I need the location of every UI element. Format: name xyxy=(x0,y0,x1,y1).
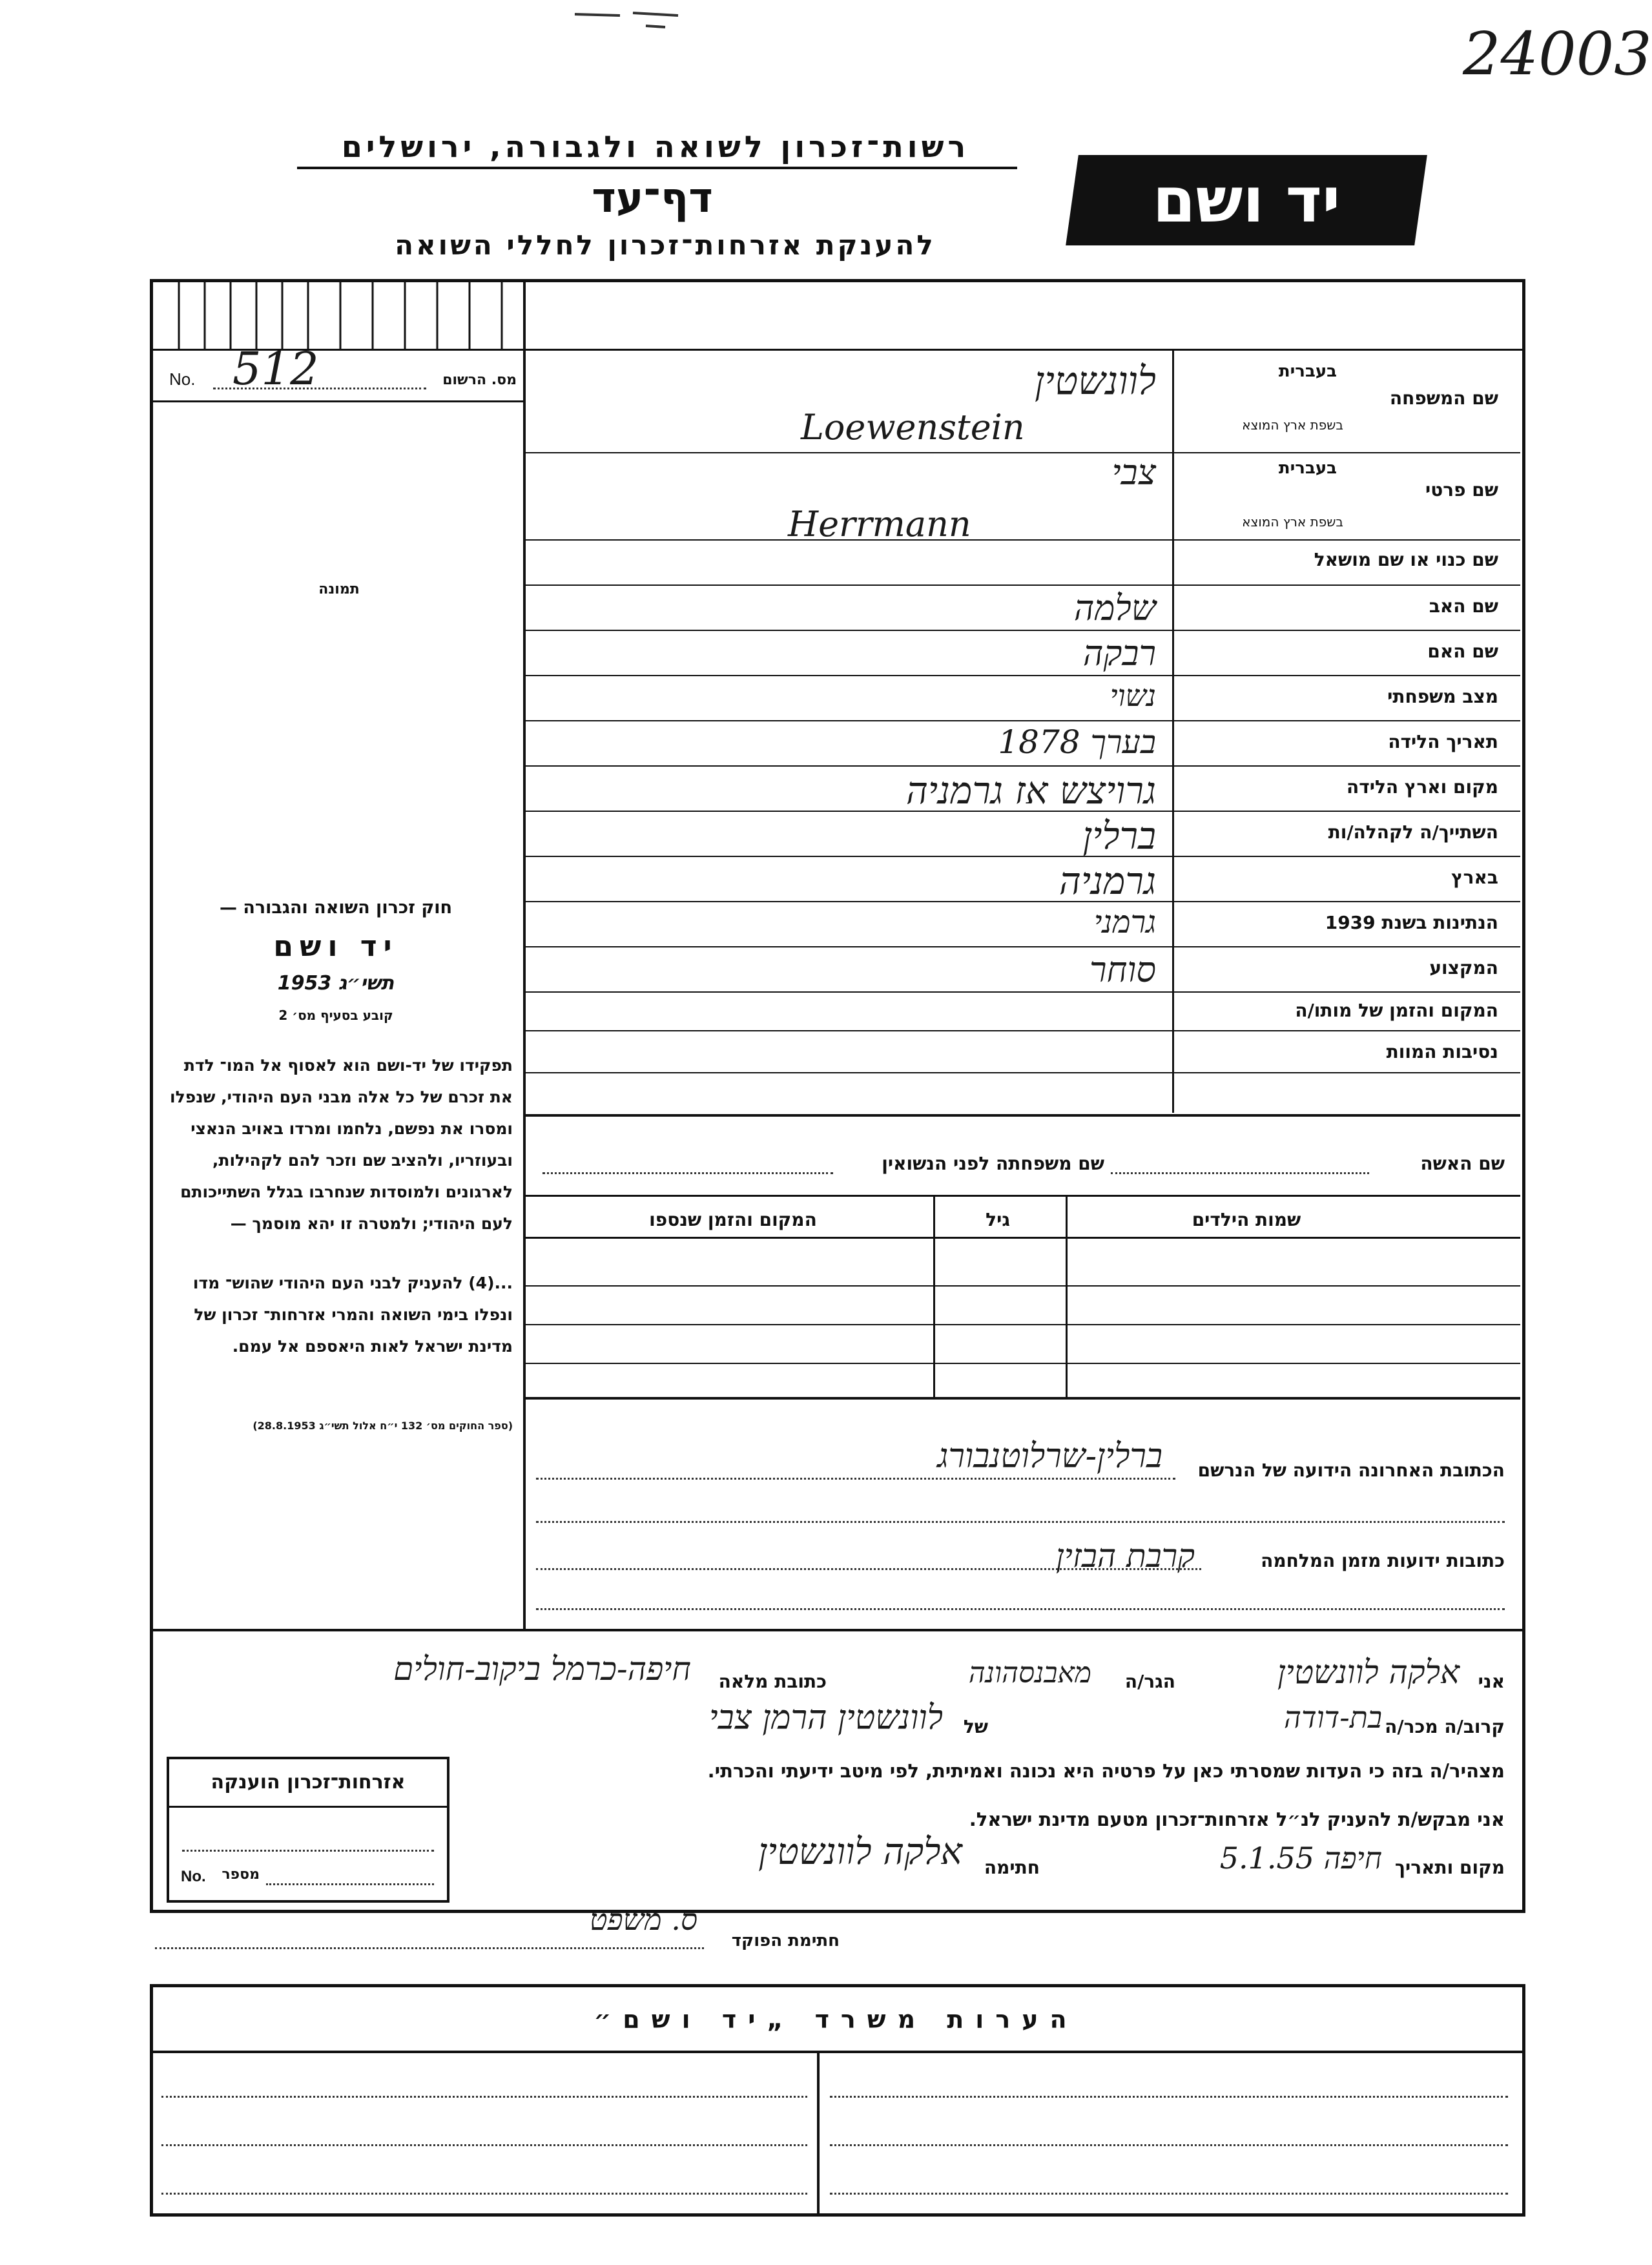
declarant-residing-value: מאבנסהונה xyxy=(968,1657,1091,1690)
authority-heading: רשות־זכרון לשואה ולגבורה, ירושלים xyxy=(341,129,970,164)
father-value: שלמה xyxy=(1073,588,1156,628)
death-place-time-label: המקום והזמן של מותו/ה xyxy=(1295,1000,1498,1021)
citizenship-box-number-dots xyxy=(266,1883,434,1885)
family-name-origin: Loewenstein xyxy=(801,407,1025,448)
declarant-residing-label: הגר/ה xyxy=(1124,1671,1175,1692)
family-name-label: שם המשפחה xyxy=(1389,388,1498,409)
children-row-line xyxy=(526,1363,1520,1364)
first-name-origin-sublabel: בשפת ארץ המוצא xyxy=(1242,514,1343,530)
wartime-extra-dots xyxy=(536,1608,1505,1610)
citizenship-1939-label: הנתינות בשנת 1939 xyxy=(1325,912,1498,933)
law-citation: (ספר החוקים מס׳ 132 י״ח אלול תשי״ג 28.8.1953) xyxy=(253,1420,513,1432)
relative-label: קרוב/ה מכר/ה xyxy=(1385,1716,1505,1737)
birth-place-value: גרויצש אז גרמניה xyxy=(905,769,1156,812)
mother-label: שם האם xyxy=(1427,641,1498,662)
row-line xyxy=(526,720,1520,721)
law-clause: ...(4) להעניק לבני העם היהודי שהוש־ מדו ונפלו בימי השואה והמרי אזרחות־ זכרון של מדינת ישראל לאות היאספם אל עמם. xyxy=(192,1274,513,1356)
declarant-full-address-value: חיפה-כרמל ביקוב-חולים xyxy=(393,1650,691,1688)
yad-vashem-logo xyxy=(1066,155,1427,245)
citizenship-box-no-label: No. xyxy=(181,1868,206,1885)
registration-number: 512 xyxy=(232,342,319,395)
spouse-label: שם האשה xyxy=(1420,1153,1505,1174)
birth-date-value: בערך 1878 xyxy=(998,723,1156,761)
children-row-line xyxy=(526,1324,1520,1325)
address-section-bottom xyxy=(150,1629,1522,1631)
children-names-header: שמות הילדים xyxy=(1192,1209,1301,1230)
registration-label: מס. הרשום xyxy=(442,372,517,388)
row-line xyxy=(526,1030,1520,1031)
law-section: קובע בסעיף מס׳ 2 xyxy=(278,1008,393,1023)
office-remarks-title: הערות משרד „יד ושם״ xyxy=(594,2005,1079,2034)
of-value: לוונשטין הרמן צבי xyxy=(708,1699,943,1737)
community-label: השתייך/ה לקהלה/ות xyxy=(1328,822,1498,843)
declaration-statement: מצהיר/ה בזה כי העדות שמסרתי כאן על פרטיה היא נכונה ואמיתית, לפי מיטב ידיעתי והכרתי. xyxy=(707,1760,1505,1782)
law-year: תשי״ג 1953 xyxy=(277,972,395,995)
label-column-divider xyxy=(1172,351,1174,1113)
row-line xyxy=(526,991,1520,993)
declarant-full-address-label: כתובת מלאה xyxy=(718,1671,827,1692)
children-header-line xyxy=(526,1237,1520,1239)
officer-signature-dots xyxy=(155,1947,704,1949)
law-name: יד ושם xyxy=(273,930,398,963)
top-strip-line xyxy=(150,349,1522,351)
row-line xyxy=(526,946,1520,947)
top-mark xyxy=(568,6,691,32)
spouse-line xyxy=(526,1195,1520,1197)
declaration-request: אני מבקש/ת להעניק לנ״ל אזרחות־זכרון מטעם מדינת ישראל. xyxy=(969,1808,1505,1830)
children-col-divider xyxy=(933,1197,935,1397)
spouse-dots xyxy=(1111,1172,1369,1174)
first-name-origin: Herrmann xyxy=(788,504,971,544)
law-title: חוק זכרון השואה והגבורה — xyxy=(219,898,453,918)
declarant-i-label: אני xyxy=(1478,1671,1505,1692)
wartime-address-label: כתובות ידועות מזמן המלחמה xyxy=(1261,1550,1505,1571)
officer-signature-label: חתימת הפוקד xyxy=(731,1931,840,1950)
form-title: דף־עד xyxy=(592,174,713,222)
row-line xyxy=(526,539,1520,541)
death-cause-label: נסיבות המוות xyxy=(1386,1041,1498,1062)
last-address-value: ברלין-שרלוטנבורג xyxy=(937,1437,1162,1476)
citizenship-box-dots xyxy=(182,1850,434,1852)
first-name-label: שם פרטי xyxy=(1425,479,1498,501)
citizenship-granted-box xyxy=(167,1757,449,1903)
children-col-divider xyxy=(1066,1197,1068,1397)
birth-place-label: מקום וארץ הלידה xyxy=(1347,776,1498,798)
last-address-dots xyxy=(536,1478,1175,1480)
row-line xyxy=(526,584,1520,586)
remarks-frame xyxy=(150,1984,1525,2217)
family-name-origin-sublabel: בשפת ארץ המוצא xyxy=(1242,417,1343,433)
relation-value: בת-דודה xyxy=(1284,1700,1382,1735)
citizenship-box-title: אזרחות־זכרון הוענקה xyxy=(211,1771,406,1794)
spouse-maiden-label: שם משפחתה לפני הנשואין xyxy=(882,1153,1104,1174)
first-name-hebrew-sublabel: בעברית xyxy=(1278,459,1337,478)
children-bottom-line xyxy=(526,1397,1520,1400)
first-name-hebrew: צבי xyxy=(1111,452,1156,493)
spouse-maiden-dots xyxy=(542,1172,833,1174)
children-age-header: גיל xyxy=(986,1209,1010,1230)
row-line xyxy=(526,1072,1520,1073)
profession-value: סוחר xyxy=(1089,949,1156,990)
row-line xyxy=(526,675,1520,676)
declarant-name: אלקה לוונשטין xyxy=(1277,1653,1460,1691)
citizenship-box-number-label: מספר xyxy=(222,1867,260,1883)
marital-status-value: נשוי xyxy=(1110,678,1156,713)
place-date-label: מקום ותאריך xyxy=(1394,1857,1505,1878)
mother-value: רבקה xyxy=(1082,633,1156,674)
left-column-divider xyxy=(523,279,526,1629)
wartime-address-value: קרבת הבזין xyxy=(1056,1537,1195,1575)
logo-text: יד ושם xyxy=(1152,164,1341,236)
form-subtitle: להענקת אזרחות־זכרון לחללי השואה xyxy=(395,229,936,261)
authority-underline xyxy=(297,167,1017,169)
family-name-hebrew: לוונשטין xyxy=(1034,358,1156,404)
section-line xyxy=(526,1114,1520,1117)
community-value: ברלין xyxy=(1082,814,1156,858)
country-label: בארץ xyxy=(1451,867,1498,888)
marital-status-label: מצב משפחתי xyxy=(1387,686,1498,707)
citizenship-1939-value: גרמני xyxy=(1093,904,1156,940)
left-strip-cells xyxy=(153,282,523,349)
children-row-line xyxy=(526,1285,1520,1287)
officer-signature-value: ס. משפט xyxy=(589,1902,697,1937)
archive-number: 24003 xyxy=(1463,19,1652,88)
last-address-label: הכתובת האחרונה הידועה של הנרשם xyxy=(1197,1460,1505,1481)
nickname-label: שם כנוי או שם מושאל xyxy=(1314,549,1498,570)
registration-line xyxy=(153,400,523,402)
birth-date-label: תאריך הלידה xyxy=(1388,731,1498,752)
country-value: גרמניה xyxy=(1058,859,1156,903)
father-label: שם האב xyxy=(1429,595,1498,617)
children-fate-header: המקום והזמן שנספו xyxy=(649,1209,817,1230)
row-line xyxy=(526,630,1520,631)
of-label: של xyxy=(963,1716,988,1737)
signature-label: חתימה xyxy=(984,1857,1040,1878)
row-line xyxy=(526,765,1520,767)
registration-dots xyxy=(213,388,426,389)
address-extra-dots xyxy=(536,1521,1505,1523)
law-text: תפקידו של יד-ושם הוא לאסוף אל המו־ לדת את זכרם של כל אלה מבני העם היהודי, שנפלו ומסרו את נפשם, נלחמו ומרדו באויב הנאצי ובעוזריו, ולהציב שם וזכר להם לקהילות, לארגונים ולמוסדות שנחרבו בגלל השתייכותם לעם היהודי; ולמטרה זו יהא מוסמך — xyxy=(170,1056,513,1233)
place-date-value: חיפה 5.1.55 xyxy=(1219,1841,1382,1876)
signature-value: אלקה לוונשטין xyxy=(758,1831,962,1873)
registration-no-label: No. xyxy=(169,369,196,389)
citizenship-box-divider xyxy=(169,1806,447,1808)
photo-label: תמונה xyxy=(318,581,360,597)
family-name-hebrew-sublabel: בעברית xyxy=(1278,362,1337,381)
profession-label: המקצוע xyxy=(1429,957,1498,978)
